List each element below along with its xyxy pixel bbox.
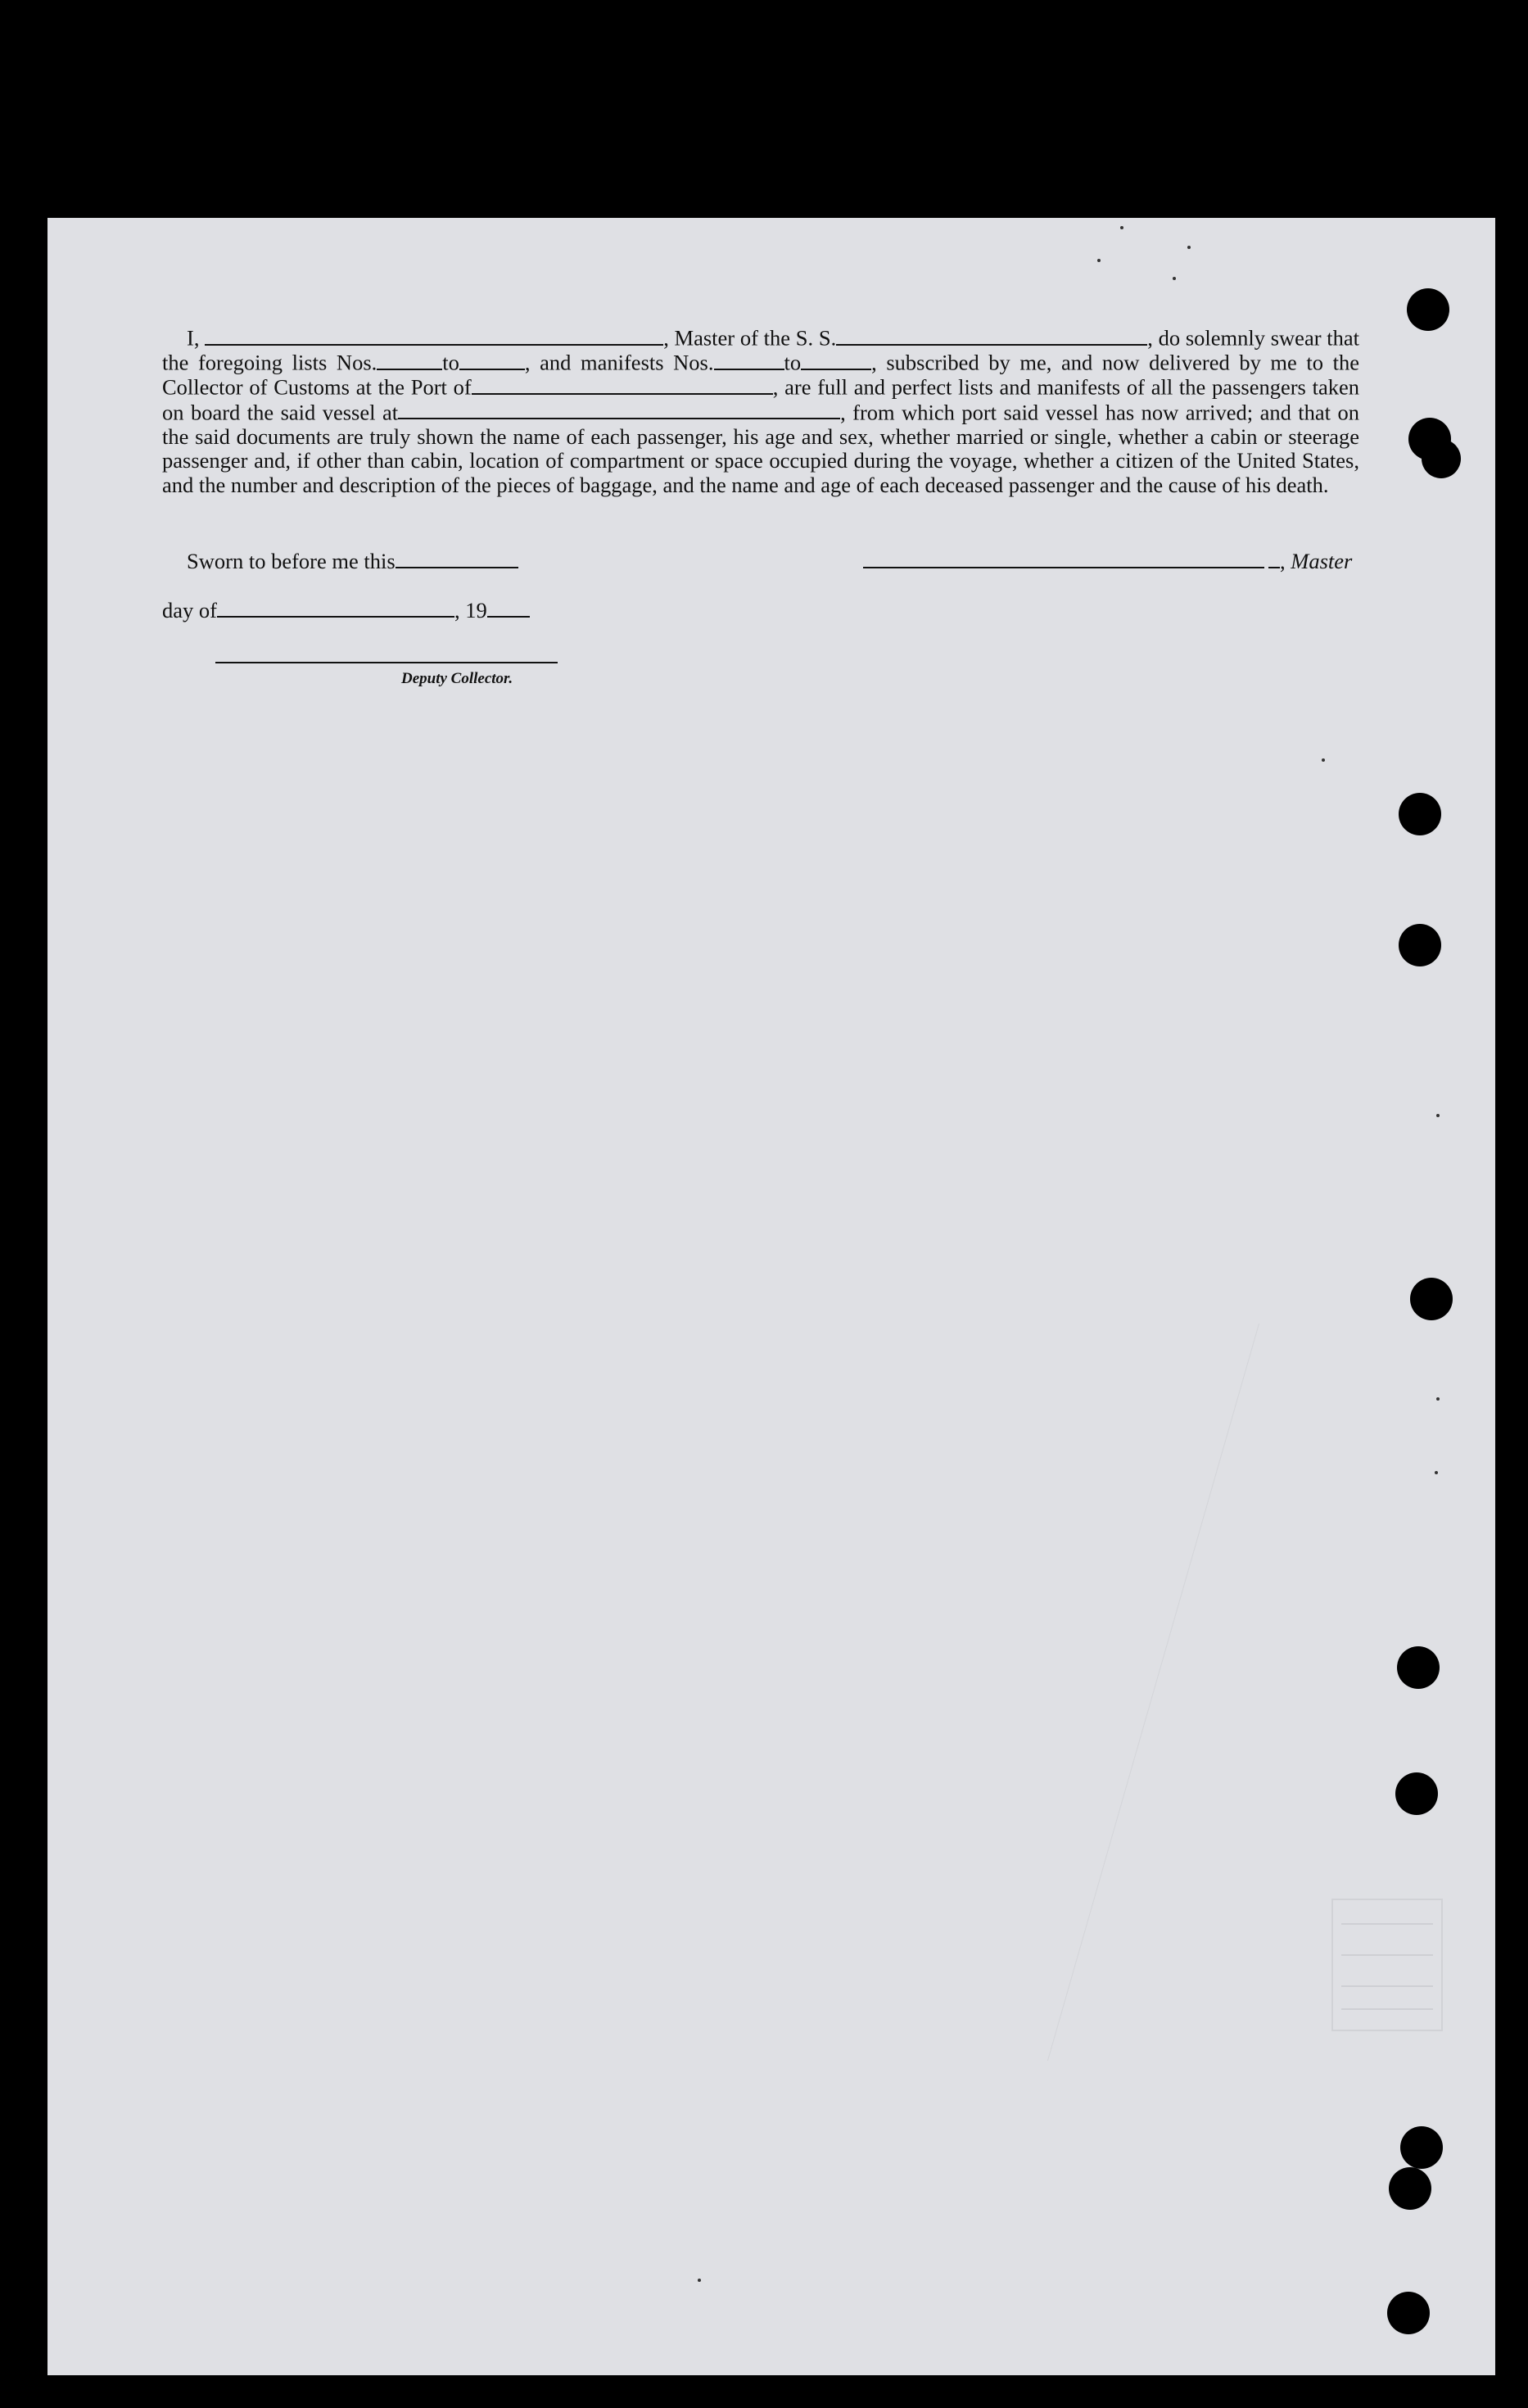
deputy-collector-label: Deputy Collector. [401,670,513,687]
month-blank [217,598,454,618]
faded-stamp [1331,1899,1443,2031]
oath-segment: , Master of the S. S. [663,325,837,351]
year-prefix: , 19 [454,598,487,622]
oath-segment: , from which port said vessel has now arrived; and that on the said documents are truly shown the name of each passenger, his age and sex, whether married or single, whether a cabin or steerage passenger and, if other than cabin, location of compartment or space occupied during the voyage, whether a citizen of the United States, and the number and description of the pieces of baggage, and the name and age of each deceased passenger and the cause of his death. [162,400,1359,497]
speck [698,2279,701,2282]
oath-segment: to [442,350,459,375]
sworn-line [187,549,518,574]
oath-fill-blank [801,351,871,370]
oath-text [162,326,1359,497]
deputy-signature-line [215,662,558,663]
punch-hole [1389,2167,1431,2210]
punch-hole [1407,288,1449,331]
oath-segment: , and manifests Nos. [524,350,714,375]
sworn-date-blank [396,549,518,568]
master-signature-blank [863,549,1264,568]
punch-hole [1399,924,1441,966]
punch-hole [1397,1646,1440,1689]
punch-hole [1410,1278,1453,1320]
punch-hole [1422,439,1461,478]
oath-segment: , do solemnly swear that the foregoing lists Nos. [162,325,1360,375]
day-label: day of [162,598,217,622]
oath-segment: , subscribed by me, and now delivered by me to the Collector of Customs at the Port of [162,350,1360,401]
speck [1187,246,1191,249]
sworn-label: Sworn to before me this [187,549,396,573]
form-page [47,218,1495,2375]
oath-paragraph [162,326,1359,497]
speck [1322,758,1325,762]
speck [1173,277,1176,280]
oath-segment: I, [187,325,206,351]
oath-fill-blank [836,326,1147,346]
speck [1435,1471,1438,1474]
oath-fill-blank [714,351,784,370]
speck [1097,259,1101,262]
oath-segment: , are full and perfect lists and manifests of all the passengers taken on board the said vessel at [162,375,1359,425]
speck [1436,1114,1440,1117]
paper-crease [834,1324,1259,2061]
master-suffix: , [1280,549,1286,573]
punch-hole [1400,2126,1443,2169]
oath-fill-blank [472,375,773,395]
master-label: Master [1291,549,1353,573]
oath-segment: to [784,350,802,375]
oath-fill-blank [205,326,663,346]
punch-hole [1387,2292,1430,2334]
speck [1120,226,1123,229]
master-signature-blank-end [1268,549,1280,568]
punch-hole [1399,793,1441,835]
speck [1436,1397,1440,1401]
year-blank [487,598,530,618]
oath-fill-blank [398,401,840,420]
punch-hole [1395,1772,1438,1815]
oath-fill-blank [459,351,525,370]
master-signature-line [863,549,1352,574]
day-line [162,598,530,623]
oath-fill-blank [377,351,442,370]
